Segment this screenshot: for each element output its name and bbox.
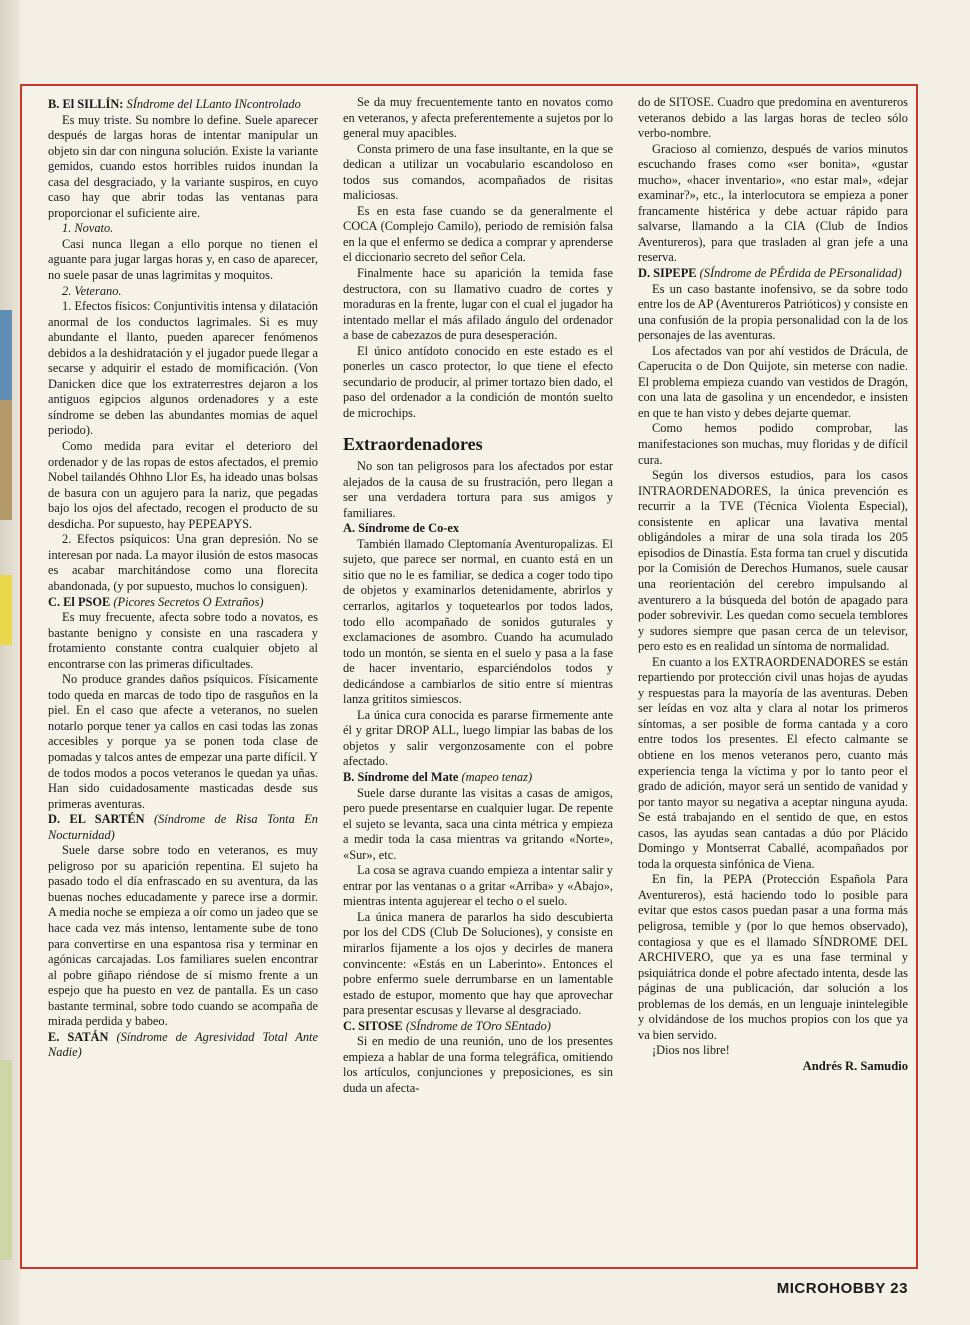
body-paragraph: Según los diversos estudios, para los casos INTRAORDENADORES, la única prevención es recurrir a la TVE (Técnica Violenta Especial), consistente en aplicar una lavativa mental obligándoles a mirar de una sola tirada los 205 episodios de Dinastía. Esta forma tan cruel y discutida por la Comisión de Derechos Humanos, suele causar una reorientación del cerebro impulsando al aventurero a la búsqueda del botón de apagado para poder sobrevivir. Les quedan como secuela temblores y sudores siempre que pasan cerca de un televisor, pero esto es en realidad un síntoma de normalidad. — [638, 468, 908, 654]
body-paragraph: Como hemos podido comprobar, las manifestaciones son muchas, muy floridas y de difícil cura. — [638, 421, 908, 467]
body-paragraph: En fin, la PEPA (Protección Española Para Aventureros), está haciendo todo lo posible para evitar que estos casos puedan pasar a una forma más peligrosa, temible y (por lo que hemos observado), contagiosa y que es el llamado SÍNDROME DEL ARCHIVERO, que ya es una fase terminal y psiquiátrica donde el pobre afectado intenta, desde las páginas de una publicación, dar solución a los problemas de los demás, en un lenguaje inintelegible y olvidándose de los muchos propios con los que ya va bien servido. — [638, 872, 908, 1042]
page-spine — [0, 0, 20, 1325]
section-heading — [48, 1030, 318, 1061]
section-heading — [48, 595, 318, 611]
section-title: D. SIPEPE — [638, 266, 697, 281]
body-paragraph: Casi nunca llegan a ello porque no tienen el aguante para jugar largas horas y, en caso de aparecer, no suele pasar de unas lagrimitas y moquitos. — [48, 236, 318, 283]
text-column-2 — [343, 95, 613, 1265]
spine-image-strip-yellow — [0, 575, 12, 645]
body-paragraph: 2. Veterano. — [62, 283, 122, 298]
body-paragraph: Si en medio de una reunión, uno de los presentes empieza a hablar de una forma telegráfica, omitiendo los artículos, conjunciones y preposiciones, es sin duda un afecta- — [343, 1034, 613, 1095]
section-subtitle: (SÍndrome de TOro SEntado) — [405, 1018, 551, 1033]
section-title: B. Síndrome del Mate — [343, 769, 459, 784]
body-paragraph: 1. Efectos físicos: Conjuntivitis intensa y dilatación anormal de los conductos lagrimales. Si es muy abundante el llanto, pueden aparecer fenómenos debidos a la deshidratación y el jugador puede llegar a secarse y adquirir el estado de momificación. (Von Danicken dice que los extraterrestres dejaron a los antiguos egipcios algunos ordenadores y a este síndrome se deben las abundantes momias de aquel periodo). — [48, 299, 318, 438]
article-body — [48, 95, 908, 1265]
body-paragraph: Suele darse sobre todo en veteranos, es muy peligroso por su aparición repentina. El sujeto ha pasado todo el día enfrascado en su aventura, da las buenas noches educadamente y parece irse a dormir. A media noche se empieza a oír como un jadeo que se hace cada vez más intenso, lentamente sube de tono para convertirse en una espantosa risa y terminar en agónicas carcajadas. Los familiares suelen encontrar al pobre giñapo riéndose de sí mismo frente a un espejo que ha puesto en vez de pantalla. Es un caso bastante terminal, sobre todo cuando se acompaña de mirada perdida y babeo. — [48, 843, 318, 1029]
section-title: E. SATÁN — [48, 1029, 109, 1044]
spine-image-strip-green — [0, 1060, 12, 1260]
section-title: C. El PSOE — [48, 594, 111, 609]
author-signature: Andrés R. Samudio — [802, 1058, 908, 1073]
text-column-1 — [48, 95, 318, 1265]
body-paragraph: El único antídoto conocido en este estado es el ponerles un casco protector, lo que tiene el efecto secundario de producir, al primer tortazo bien dado, el paso del ordenador a la condición de montón suelto de microchips. — [343, 343, 613, 420]
section-subtitle: (mapeo tenaz) — [461, 769, 533, 784]
body-paragraph: Como medida para evitar el deterioro del ordenador y de las ropas de estos afectados, el premio Nobel tailandés Ohhno Llor Es, ha ideado unas bolsas de basura con un agujero para la nariz, que pegadas bajo los ojos del afectado, recogen el producto de su desdicha. Por supuesto, hay PEPEAPYS. — [48, 439, 318, 531]
body-paragraph: Consta primero de una fase insultante, en la que se dedican a utilizar un vocabulario escandoloso en todos sus comandos, acompañados de risitas maliciosas. — [343, 141, 613, 203]
section-title: B. El SILLÍN: — [48, 97, 124, 111]
spine-image-strip-tan — [0, 400, 12, 520]
body-paragraph: Suele darse durante las visitas a casas de amigos, pero puede presentarse en cualquier lugar. De repente el sujeto se levanta, saca una cinta métrica y empieza a medir toda la casa mientras va gritando «Norte», «Sur», etc. — [343, 785, 613, 862]
body-paragraph: Los afectados van por ahí vestidos de Drácula, de Caperucita o de Don Quijote, sin meterse con nadie. El problema empieza cuando van vestidos de Dragón, con una lata de gasolina y un encendedor, e insisten en que te han visto y debes dejarte quemar. — [638, 343, 908, 420]
section-heading — [343, 521, 613, 537]
body-paragraph: Es un caso bastante inofensivo, se da sobre todo entre los de AP (Aventureros Patrióticos) y consiste en una confusión de la propia personalidad con la de los personajes de las aventuras. — [638, 281, 908, 343]
body-paragraph: Es en esta fase cuando se da generalmente el COCA (Complejo Camilo), periodo de remisión falsa en la que el enfermo se dedica a comprar y aprenderse el diccionario secreto del señor Cela. — [343, 203, 613, 265]
section-subtitle: (Síndrome de Risa Tonta En Nocturnidad) — [48, 812, 318, 842]
article-subheading: Extraordenadores — [343, 434, 483, 455]
body-paragraph: Se da muy frecuentemente tanto en novatos como en veteranos, y afecta preferentemente a sujetos por lo general muy apacibles. — [343, 95, 613, 141]
body-paragraph: También llamado Cleptomanía Aventuropalizas. El sujeto, que parece ser normal, en cuanto está en un sitio que no le es familiar, se dedica a coger todo tipo de objetos y examinarlos detenidamente, abrirlos y cerrarlos, agitarlos y toquetearlos por todos lados, todo ello acompañado de sonidos guturales y exclamaciones de asombro. Cuando ha acumulado todo un montón, se sienta en el suelo y pasa a la fase de hacer inventario, esparciéndolos todos y dedicándose a cambiarlos de sitio entre sí mientras lanza grititos simiescos. — [343, 536, 613, 707]
section-title: D. EL SARTÉN — [48, 812, 145, 827]
body-paragraph: Es muy frecuente, afecta sobre todo a novatos, es bastante benigno y consiste en una rascadera y frotamiento constante contra cualquier objeto al encontrarse con las primeras dificultades. — [48, 610, 318, 671]
body-paragraph: 1. Novato. — [62, 221, 114, 236]
section-heading — [343, 770, 613, 786]
section-heading — [48, 812, 318, 843]
body-paragraph: La única manera de pararlos ha sido descubierta por los del CDS (Club De Soluciones), y consiste en mirarlos fijamente a los ojos y decirles de manera convincente: «Estás en un Laberinto». Entonces el pobre enfermo suele derrumbarse en un lamentable estado de estupor, momento que hay que aprovechar para presentar escusas y llevarse al desgraciado. — [343, 909, 613, 1018]
body-paragraph: ¡Dios nos libre! — [652, 1043, 730, 1058]
body-paragraph: La cosa se agrava cuando empieza a intentar salir y entrar por las ventanas o a gritar «Arriba» y «Abajo», mientras intenta agujerear el techo o el suelo. — [343, 863, 613, 909]
body-paragraph: 2. Efectos psíquicos: Una gran depresión. No se interesan por nada. La mayor ilusión de estos masocas es acabar marchitándose como una florecita abandonada, (y por supuesto, muchos lo consiguen). — [48, 532, 318, 593]
section-heading — [638, 266, 908, 282]
page-footer: MICROHOBBY 23 — [776, 1280, 908, 1297]
section-subtitle: SÍndrome del LLanto INcontrolado — [126, 97, 301, 111]
body-paragraph: En cuanto a los EXTRAORDENADORES se están repartiendo por protección civil unas hojas de ayudas y respuestas para la mayoría de las aventuras. Deben ser leídas en voz alta y clara al notar los primeros síntomas, a ser posible de forma cantada y a coro entre todos los presentes. El efecto calmante se obtiene en los menos veteranos pero, cuanto más experiencia tenga la víctima y por lo tanto peor el grado de adición, mayor será un sentido de vanidad y por tanto mayor su negativa a aceptar ninguna ayuda. Se está trabajando en el sentido de que, en estos casos, las ayudas sean cantadas a dúo por Plácido Domingo y Montserrat Caballé, acompañados por toda la orquesta sinfónica de Viena. — [638, 654, 908, 871]
body-paragraph: Gracioso al comienzo, después de varios minutos escuchando frases como «ser bonita», «gustar mucho», «hacer inventario», «no estar mal», «dejar examinar?», etc., la interlocutora se empieza a poner francamente histérica y debe actuar rápido para salvarse, llamando a la CIA (Club de Indios Aventureros), para que trasladen al gran jefe a una reserva. — [638, 141, 908, 265]
body-paragraph: La única cura conocida es pararse firmemente ante él y gritar DROP ALL, luego limpiar las babas de los objetos y salir vergonzosamente con el pobre afectado. — [343, 707, 613, 769]
body-paragraph: No produce grandes daños psíquicos. Físicamente todo queda en marcas de todo tipo de rasguños en la piel. En el caso que afecte a veteranos, no suelen notarlo porque tener ya callos en casi todas las zonas accesibles y porque ya se ponen toda clase de pomadas y talcos antes de empezar una parte difícil. Y de todos modos a pocos veteranos le quedan ya uñas. Han sido cuidadosamente masticadas desde sus primeras aventuras. — [48, 672, 318, 811]
section-heading — [48, 97, 318, 113]
body-paragraph: Es muy triste. Su nombre lo define. Suele aparecer después de largas horas de intentar manipular un objeto sin dar con ninguna solución. Existe la variante gemidos, cuando estos horribles ruidos inundan la casa del desgraciado, y la variante suspiros, en cuyo caso hay que abrir todas las ventanas para proporcionar el suficiente aire. — [48, 112, 318, 220]
body-paragraph: Finalmente hace su aparición la temida fase destructora, con su llamativo cuadro de cortes y moraduras en la frente, lugar con el cual el jugador ha intentado mellar el más afilado ángulo del ordenador a base de cabezazos de pura desesperación. — [343, 266, 613, 343]
section-subtitle: (SÍndrome de PÉrdida de PErsonalidad) — [699, 266, 902, 281]
section-heading — [343, 1019, 613, 1035]
body-paragraph: No son tan peligrosos para los afectados por estar alejados de la causa de su frustración, pero llegan a ser una verdadera tortura para sus amigos y familiares. — [343, 459, 613, 520]
section-subtitle: (Síndrome de Agresividad Total Ante Nadie) — [48, 1029, 318, 1060]
section-title: C. SITOSE — [343, 1018, 403, 1033]
section-subtitle: (Picores Secretos O Extraños) — [113, 594, 264, 609]
spine-image-strip-blue — [0, 310, 12, 400]
section-title: A. Síndrome de Co-ex — [343, 521, 460, 536]
text-column-3 — [638, 95, 908, 1265]
body-paragraph: do de SITOSE. Cuadro que predomina en aventureros veteranos debido a las largas horas de tecleo sólo verbo-nombre. — [638, 95, 908, 141]
